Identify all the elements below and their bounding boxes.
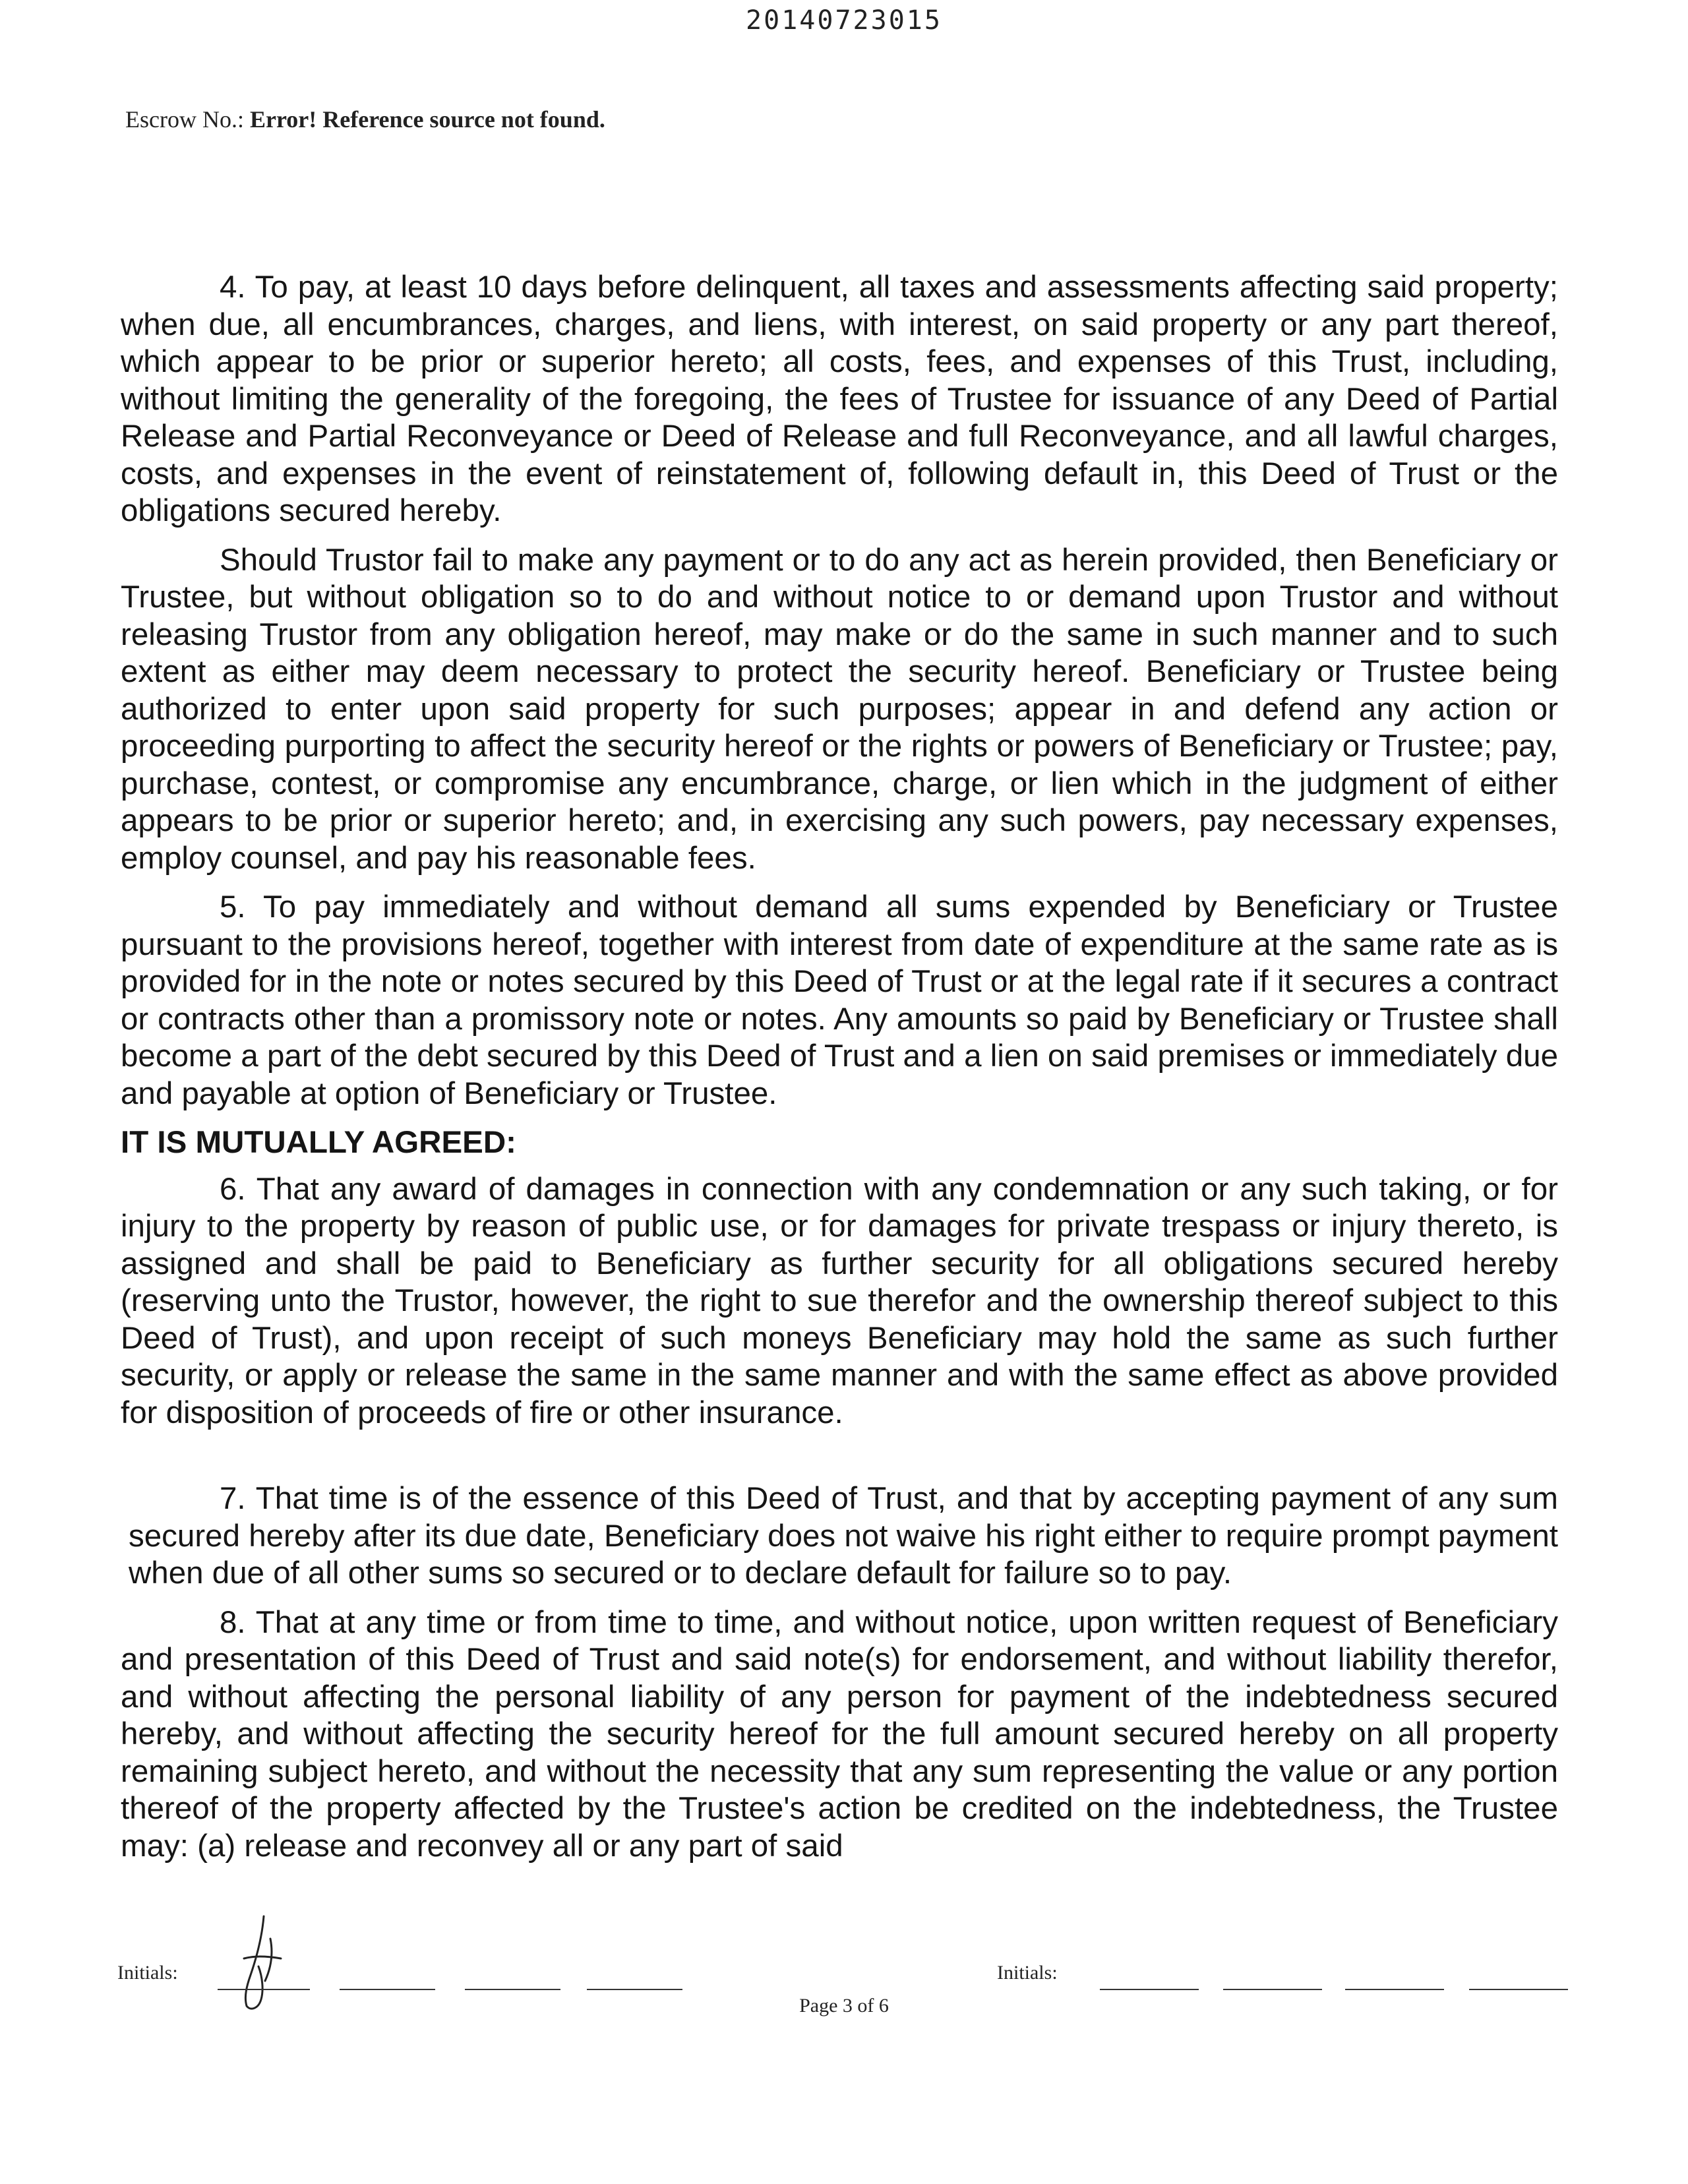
initials-left-line-4 — [587, 1989, 682, 1990]
paragraph-7: 7. That time is of the essence of this Deed of Trust, and that by accepting payment of any sum secured hereby after its due date, Beneficiary does not waive his right either to require prompt payment when due of all other sums so secured or to declare default for failure so to pay. — [129, 1481, 1558, 1591]
paragraph-4-continued: Should Trustor fail to make any payment or to do any act as herein provided, then Beneficiary or Trustee, but without obligation so to do and without notice to or demand upon Trustor and without releasing Trustor from any obligation hereof, may make or do the same in such manner and to such extent as either may deem necessary to protect the security hereof. Beneficiary or Trustee being authorized to enter upon said property for such purposes; appear in and defend any action or proceeding purporting to affect the security hereof or the rights or powers of Beneficiary or Trustee; pay, purchase, contest, or compromise any encumbrance, charge, or lien which in the judgment of either appears to be prior or superior hereto; and, in exercising any such powers, pay necessary expenses, employ counsel, and pay his reasonable fees. — [121, 542, 1558, 876]
document-body — [121, 269, 1558, 1877]
document-number: 20140723015 — [746, 5, 942, 36]
escrow-value: Error! Reference source not found. — [249, 106, 605, 133]
initials-left-line-1 — [218, 1989, 310, 1990]
paragraph-8: 8. That at any time or from time to time, and without notice, upon written request of Beneficiary and presentation of this Deed of Trust and said note(s) for endorsement, and without liability therefor, and without affecting the personal liability of any person for payment of the indebtedness secured hereby, and without affecting the security hereof for the full amount secured hereby on all property remaining subject hereto, and without the necessity that any sum representing the value or any portion thereof of the property affected by the Trustee's action be credited on the indebtedness, the Trustee may: (a) release and reconvey all or any part of said — [121, 1604, 1558, 1864]
page-number: Page 3 of 6 — [799, 1995, 889, 2017]
initials-left-label: Initials: — [117, 1962, 178, 1984]
paragraph-6: 6. That any award of damages in connection with any condemnation or any such taking, or for injury to the property by reason of public use, or for damages for private trespass or injury thereto, is assigned and shall be paid to Beneficiary as further security for all obligations secured hereby (reserving unto the Trustor, however, the right to sue therefor and the ownership thereof subject to this Deed of Trust), and upon receipt of such moneys Beneficiary may hold the same as such further security, or apply or release the same in the same manner and with the same effect as above provided for disposition of proceeds of fire or other insurance. — [121, 1171, 1558, 1430]
initials-right-line-3 — [1345, 1989, 1444, 1990]
initials-right-line-4 — [1469, 1989, 1568, 1990]
initials-left-line-2 — [340, 1989, 435, 1990]
escrow-line — [125, 106, 605, 133]
paragraph-5: 5. To pay immediately and without demand all sums expended by Beneficiary or Trustee pursuant to the provisions hereof, together with interest from date of expenditure at the same rate as is provided for in the note or notes secured by this Deed of Trust or at the legal rate if it secures a contract or contracts other than a promissory note or notes. Any amounts so paid by Beneficiary or Trustee shall become a part of the debt secured by this Deed of Trust and a lien on said premises or immediately due and payable at option of Beneficiary or Trustee. — [121, 890, 1558, 1111]
initials-right-line-1 — [1100, 1989, 1199, 1990]
initials-right-line-2 — [1223, 1989, 1322, 1990]
initials-right-label: Initials: — [997, 1962, 1058, 1984]
initials-left-line-3 — [465, 1989, 560, 1990]
escrow-label: Escrow No.: — [125, 106, 244, 133]
paragraph-4: 4. To pay, at least 10 days before delinquent, all taxes and assessments affecting said property; when due, all encumbrances, charges, and liens, with interest, on said property or any part thereof, which appear to be prior or superior hereto; all costs, fees, and expenses of this Trust, including, without limiting the generality of the foregoing, the fees of Trustee for issuance of any Deed of Partial Release and Partial Reconveyance or Deed of Release and full Reconveyance, and all lawful charges, costs, and expenses in the event of reinstatement of, following default in, this Deed of Trust or the obligations secured hereby. — [121, 270, 1558, 528]
section-heading: IT IS MUTUALLY AGREED: — [121, 1125, 516, 1160]
